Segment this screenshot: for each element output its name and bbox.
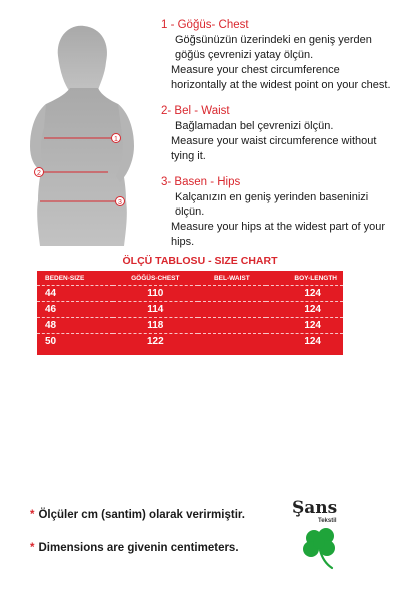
cell-length: 124 xyxy=(266,302,343,318)
silhouette-head xyxy=(58,26,107,92)
chest-section xyxy=(161,18,397,93)
header-size: BEDEN-SIZE xyxy=(45,274,85,282)
marker-2-label: 2 xyxy=(37,170,41,177)
chest-instruction-tr: Göğsünüzün üzerindeki en geniş yerden göğüs çevrenizi yatay ölçün. xyxy=(175,34,372,61)
cell-size: 50 xyxy=(37,334,113,356)
note-turkish xyxy=(30,509,245,521)
hips-instruction-en: Measure your hips at the widest part of your hips. xyxy=(171,221,385,248)
brand-logo xyxy=(286,498,366,573)
hips-section xyxy=(161,175,397,250)
table-row xyxy=(37,318,343,334)
note-english xyxy=(30,542,239,554)
table-row xyxy=(37,286,343,302)
cell-chest: 110 xyxy=(113,286,199,302)
cell-waist xyxy=(198,302,266,318)
body-silhouette-figure xyxy=(0,0,160,250)
waist-title: 2- Bel - Waist xyxy=(161,105,230,117)
header-length: BOY-LENGTH xyxy=(294,274,337,282)
cell-chest: 114 xyxy=(113,302,199,318)
cell-waist xyxy=(198,318,266,334)
note-english-text: Dimensions are givenin centimeters. xyxy=(38,542,239,554)
note-turkish-text: Ölçüler cm (santim) olarak verirmiştir. xyxy=(38,509,245,521)
cell-chest: 122 xyxy=(113,334,199,356)
waist-instruction-tr: Bağlamadan bel çevrenizi ölçün. xyxy=(175,120,334,132)
cell-length: 124 xyxy=(266,318,343,334)
hips-title: 3- Basen - Hips xyxy=(161,176,241,188)
waist-section xyxy=(161,104,397,164)
cell-length: 124 xyxy=(266,286,343,302)
cell-size: 48 xyxy=(37,318,113,334)
chest-title: 1 - Göğüs- Chest xyxy=(161,19,249,31)
cell-chest: 118 xyxy=(113,318,199,334)
cell-length: 124 xyxy=(266,334,343,356)
measurement-instructions xyxy=(161,18,397,261)
silhouette-torso xyxy=(37,88,127,246)
cell-size: 44 xyxy=(37,286,113,302)
brand-subtitle: Tekstil xyxy=(318,518,337,524)
size-chart-table xyxy=(37,271,343,355)
header-waist: BEL-WAIST xyxy=(213,274,250,282)
cell-waist xyxy=(198,334,266,356)
cell-size: 46 xyxy=(37,302,113,318)
marker-3 xyxy=(116,197,125,207)
hips-instruction-tr: Kalçanızın en geniş yerinden baseninizi ölçün. xyxy=(175,191,369,218)
waist-instruction-en: Measure your waist circumference without tying it. xyxy=(171,135,377,162)
header-chest: GÖĞÜS-CHEST xyxy=(131,274,180,282)
note-star: * xyxy=(30,509,35,521)
marker-1 xyxy=(112,134,121,144)
note-star: * xyxy=(30,542,35,554)
size-chart-header-row xyxy=(37,271,343,286)
cell-waist xyxy=(198,286,266,302)
marker-3-label: 3 xyxy=(118,199,122,206)
marker-1-label: 1 xyxy=(114,136,118,143)
clover-icon xyxy=(298,526,346,575)
marker-2 xyxy=(35,168,44,178)
size-chart-title: ÖLÇÜ TABLOSU - SIZE CHART xyxy=(122,255,278,267)
table-row xyxy=(37,334,343,356)
brand-name: Şans xyxy=(292,498,338,518)
chest-instruction-en: Measure your chest circumference horizontally at the widest point on your chest. xyxy=(171,64,391,91)
table-row xyxy=(37,302,343,318)
